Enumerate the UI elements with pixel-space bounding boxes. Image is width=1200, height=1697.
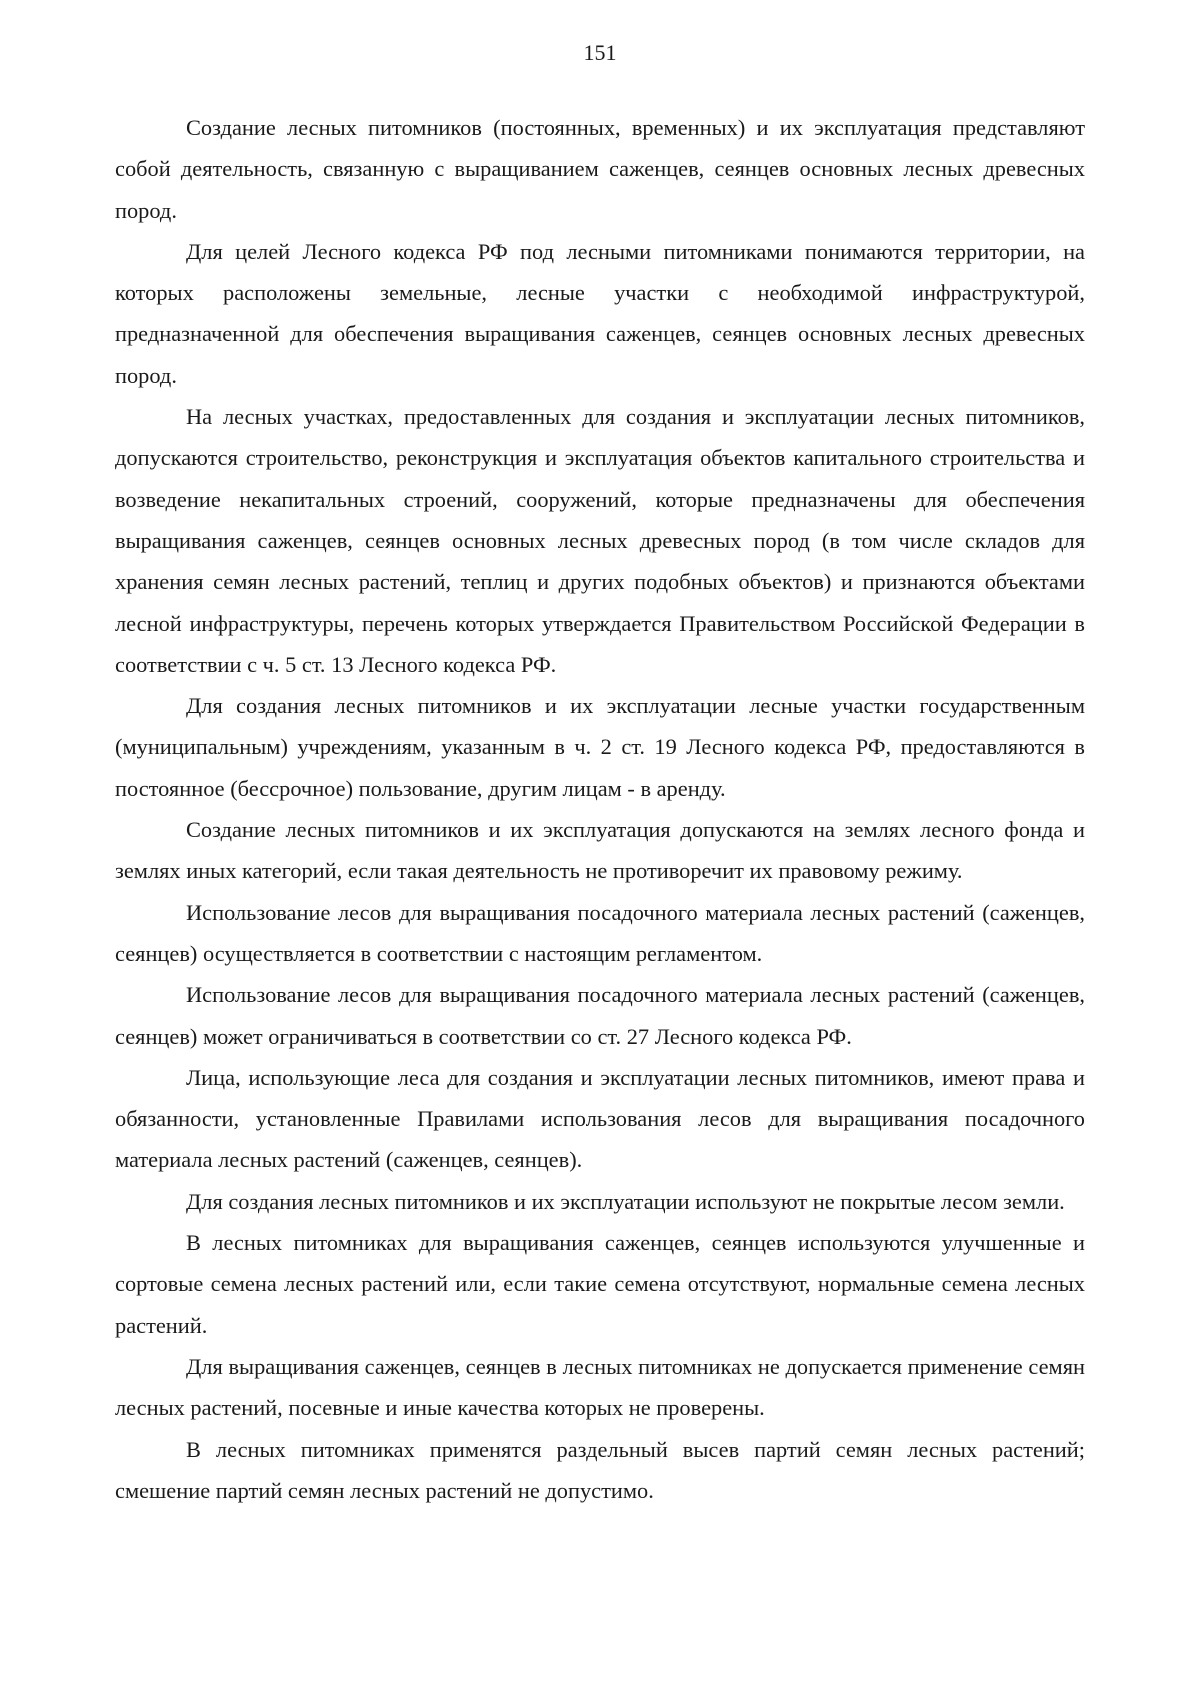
paragraph: Для создания лесных питомников и их эксплуатации используют не покрытые лесом земли. bbox=[186, 1188, 1065, 1214]
paragraph: Лица, использующие леса для создания и эксплуатации лесных питомников, имеют права и обязанности, установленные Правилами использования лесов для выращивания посадочного материала лесных растений (саженцев, сеянцев). bbox=[115, 1064, 1085, 1173]
paragraph: Создание лесных питомников (постоянных, временных) и их эксплуатация представляют собой деятельность, связанную с выращиванием саженцев, сеянцев основных лесных древесных пород. bbox=[115, 115, 1085, 223]
paragraph: Создание лесных питомников и их эксплуатация допускаются на землях лесного фонда и землях иных категорий, если такая деятельность не противоречит их правовому режиму. bbox=[115, 817, 1085, 884]
paragraph: Для создания лесных питомников и их эксплуатации лесные участки государственным (муниципальным) учреждениям, указанным в ч. 2 ст. 19 Лесного кодекса РФ, предоставляются в постоянное (бессрочное) пользование, другим лицам - в аренду. bbox=[115, 693, 1085, 801]
paragraph: Для выращивания саженцев, сеянцев в лесных питомниках не допускается применение семян лесных растений, посевные и иные качества которых не проверены. bbox=[115, 1353, 1085, 1421]
document-body bbox=[115, 107, 1085, 1511]
paragraph: Для целей Лесного кодекса РФ под лесными питомниками понимаются территории, на которых расположены земельные, лесные участки с необходимой инфраструктурой, предназначенной для обеспечения выращивания саженцев, сеянцев основных лесных древесных пород. bbox=[115, 238, 1085, 388]
paragraph: В лесных питомниках для выращивания саженцев, сеянцев используются улучшенные и сортовые семена лесных растений или, если такие семена отсутствуют, нормальные семена лесных растений. bbox=[115, 1230, 1085, 1338]
paragraph: Использование лесов для выращивания посадочного материала лесных растений (саженцев, сеянцев) осуществляется в соответствии с настоящим регламентом. bbox=[115, 899, 1085, 966]
paragraph: В лесных питомниках применятся раздельный высев партий семян лесных растений; смешение партий семян лесных растений не допустимо. bbox=[115, 1436, 1085, 1503]
paragraph: На лесных участках, предоставленных для создания и эксплуатации лесных питомников, допускаются строительство, реконструкция и эксплуатация объектов капитального строительства и возведение некапитальных строений, сооружений, которые предназначены для обеспечения выращивания саженцев, сеянцев основных лесных древесных пород (в том числе складов для хранения семян лесных растений, теплиц и других подобных объектов) и признаются объектами лесной инфраструктуры, перечень которых утверждается Правительством Российской Федерации в соответствии с ч. 5 ст. 13 Лесного кодекса РФ. bbox=[115, 404, 1085, 677]
paragraph: Использование лесов для выращивания посадочного материала лесных растений (саженцев, сеянцев) может ограничиваться в соответствии со ст. 27 Лесного кодекса РФ. bbox=[115, 982, 1085, 1049]
page-number: 151 bbox=[583, 40, 617, 65]
